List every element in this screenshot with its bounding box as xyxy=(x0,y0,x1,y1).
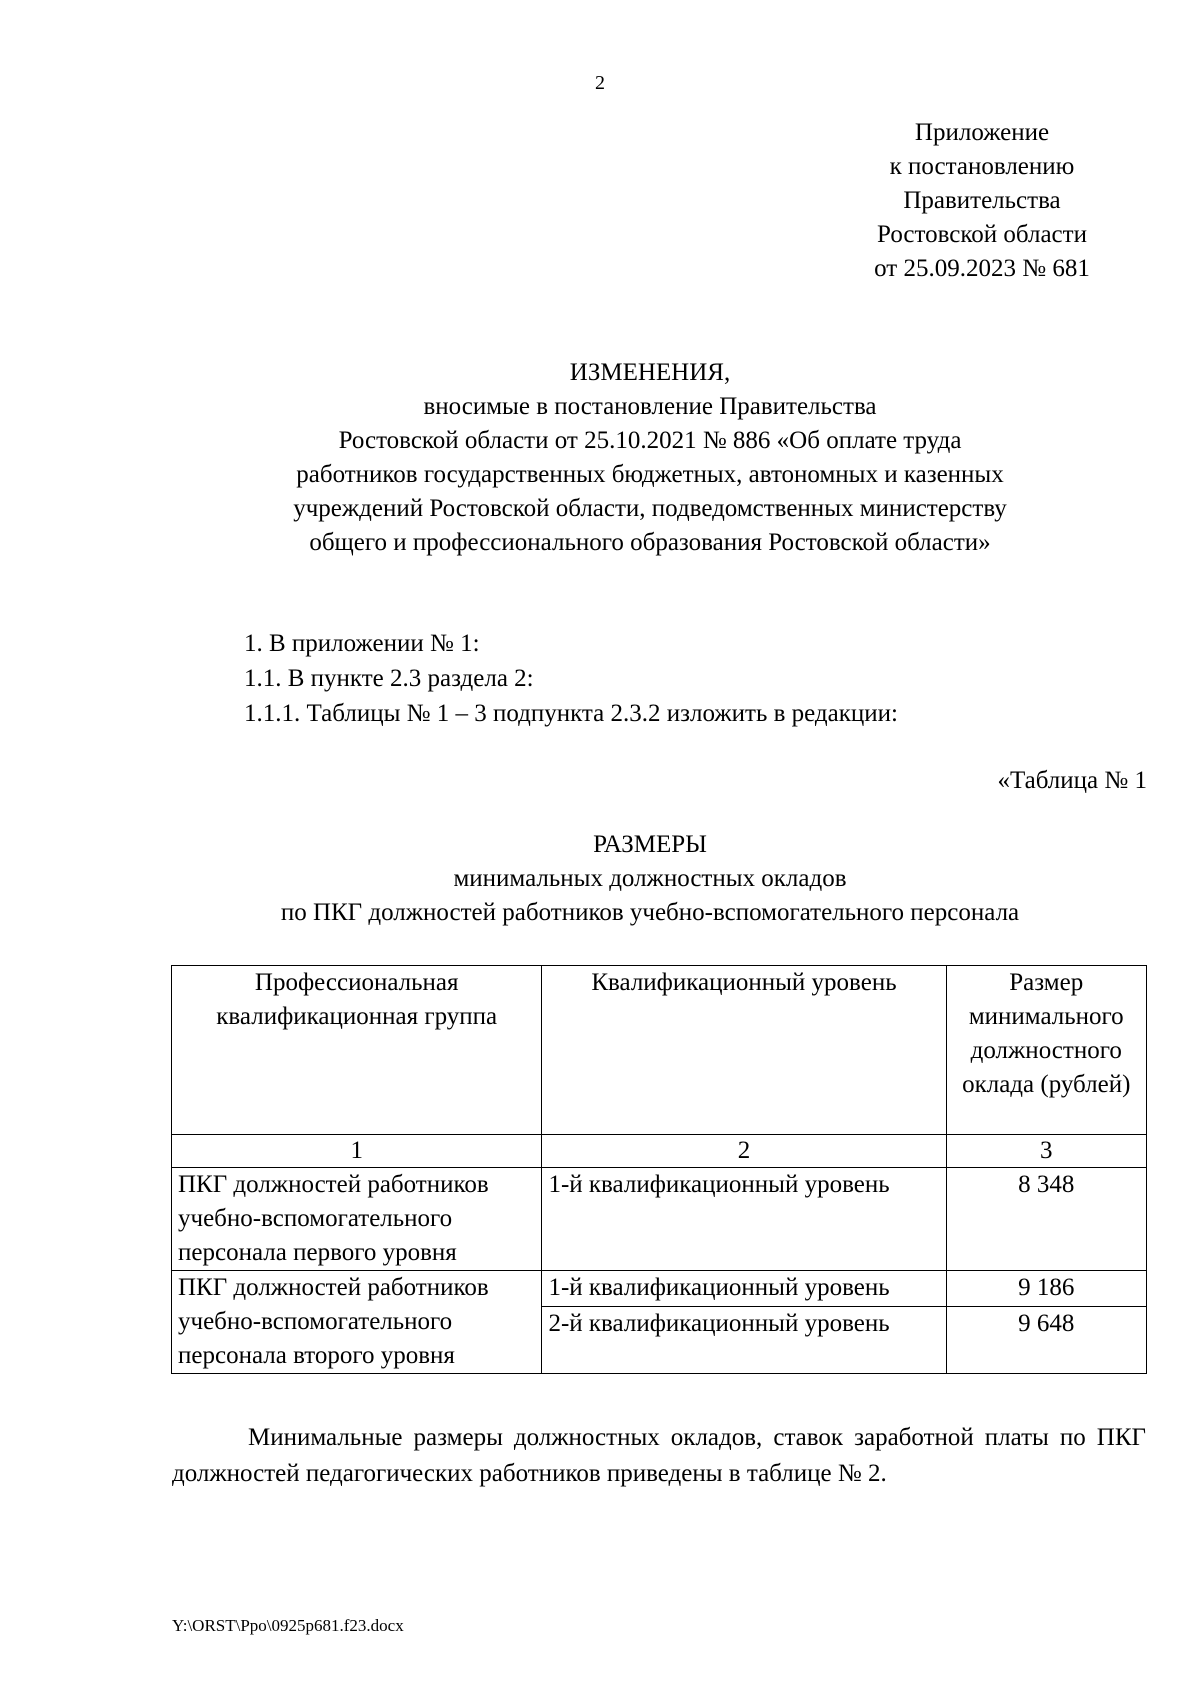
amendment-item: 1.1.1. Таблицы № 1 – 3 подпункта 2.3.2 изложить в редакции: xyxy=(244,700,898,727)
page-number: 2 xyxy=(595,72,605,94)
amendment-item: 1. В приложении № 1: xyxy=(244,630,480,657)
title-line: учреждений Ростовской области, подведомственных министерству xyxy=(293,495,1007,522)
group-cell: ПКГ должностей работников учебно-вспомогательного персонала второго уровня xyxy=(172,1271,542,1374)
table-title-line: минимальных должностных окладов xyxy=(453,865,847,892)
level-cell: 1-й квалификационный уровень xyxy=(542,1168,946,1271)
table-header-row xyxy=(172,966,1147,1135)
header-group: Профессиональная квалификационная группа xyxy=(172,966,542,1135)
column-number: 3 xyxy=(946,1135,1146,1168)
group-cell: ПКГ должностей работников учебно-вспомогательного персонала первого уровня xyxy=(172,1168,542,1271)
table-row xyxy=(172,1168,1147,1271)
title-line: общего и профессионального образования Ростовской области» xyxy=(309,529,991,556)
level-cell: 1-й квалификационный уровень xyxy=(542,1271,946,1307)
level-cell: 2-й квалификационный уровень xyxy=(542,1307,946,1374)
amendment-items xyxy=(244,626,898,731)
table-row xyxy=(172,1271,1147,1307)
title-line: вносимые в постановление Правительства xyxy=(423,393,877,420)
value-cell: 8 348 xyxy=(946,1168,1146,1271)
title-heading: ИЗМЕНЕНИЯ, xyxy=(569,359,731,386)
closing-text: Минимальные размеры должностных окладов, ставок заработной платы по ПКГ должностей педагогических работников приведены в таблице № 2. xyxy=(172,1424,1146,1487)
appendix-block xyxy=(842,116,1122,286)
title-line: работников государственных бюджетных, автономных и казенных xyxy=(296,461,1004,488)
header-level: Квалификационный уровень xyxy=(542,966,946,1135)
appendix-line: Приложение xyxy=(914,119,1050,146)
value-cell: 9 648 xyxy=(946,1307,1146,1374)
header-size: Размер минимального должностного оклада (рублей) xyxy=(946,966,1146,1135)
table-title-heading: РАЗМЕРЫ xyxy=(593,831,707,858)
appendix-line: Правительства xyxy=(903,187,1061,214)
table-reference: «Таблица № 1 xyxy=(997,767,1147,794)
table-title xyxy=(170,828,1130,930)
amendment-item: 1.1. В пункте 2.3 раздела 2: xyxy=(244,665,534,692)
appendix-line: от 25.09.2023 № 681 xyxy=(874,255,1090,282)
value-cell: 9 186 xyxy=(946,1271,1146,1307)
salary-table xyxy=(171,965,1147,1374)
column-number: 1 xyxy=(172,1135,542,1168)
document-title xyxy=(170,356,1130,560)
column-number: 2 xyxy=(542,1135,946,1168)
appendix-line: Ростовской области xyxy=(877,221,1087,248)
column-number-row xyxy=(172,1135,1147,1168)
table-title-line: по ПКГ должностей работников учебно-вспомогательного персонала xyxy=(280,899,1020,926)
title-line: Ростовской области от 25.10.2021 № 886 «Об оплате труда xyxy=(338,427,962,454)
file-path-footer: Y:\ORST\Ppo\0925p681.f23.docx xyxy=(172,1616,404,1635)
appendix-line: к постановлению xyxy=(889,153,1075,180)
closing-paragraph xyxy=(172,1420,1146,1492)
